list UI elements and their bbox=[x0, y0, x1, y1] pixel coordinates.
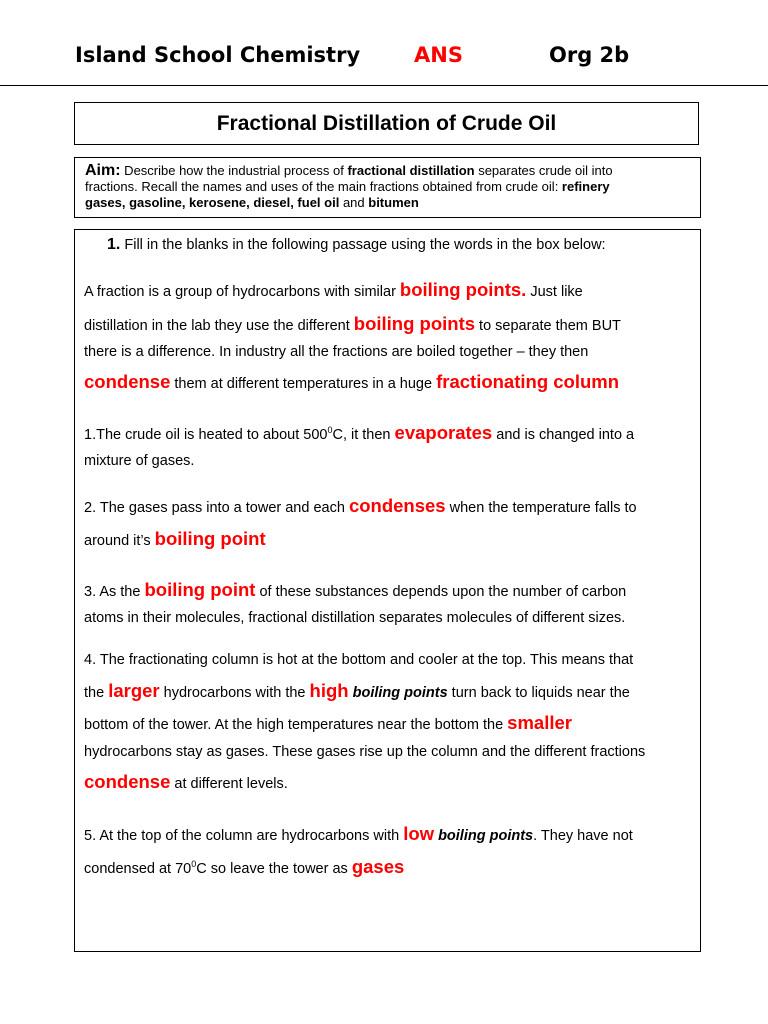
answer-word: boiling point bbox=[154, 528, 266, 549]
passage-line bbox=[84, 714, 572, 734]
passage-line bbox=[84, 497, 637, 517]
aim-text: Describe how the industrial process of bbox=[120, 163, 348, 178]
passage-text: to separate them BUT bbox=[475, 318, 621, 334]
answer-word: low bbox=[403, 823, 435, 844]
answer-word: condense bbox=[84, 371, 171, 392]
aim-box bbox=[74, 157, 701, 218]
answer-word: smaller bbox=[507, 712, 572, 733]
passage-text: there is a difference. In industry all the fractions are boiled together – they then bbox=[84, 344, 589, 360]
passage-text: and is changed into a bbox=[492, 427, 635, 443]
answer-word: boiling points. bbox=[399, 279, 527, 300]
school-title: Island School Chemistry bbox=[75, 43, 361, 67]
page-header bbox=[0, 0, 768, 86]
answer-word: condense bbox=[84, 771, 171, 792]
passage-line bbox=[84, 858, 404, 878]
passage-text: A fraction is a group of hydrocarbons with similar bbox=[84, 284, 400, 300]
passage-line bbox=[84, 452, 194, 470]
passage-line bbox=[84, 743, 645, 761]
passage-line bbox=[84, 773, 288, 793]
passage-text: at different levels. bbox=[170, 776, 288, 792]
passage-text: 4. The fractionating column is hot at the bottom and cooler at the top. This means that bbox=[84, 652, 634, 668]
passage-text: 3. As the bbox=[84, 584, 145, 600]
passage-text: Just like bbox=[526, 284, 583, 300]
passage-line bbox=[84, 343, 588, 361]
passage-text: hydrocarbons with the bbox=[159, 685, 310, 701]
passage-text: hydrocarbons stay as gases. These gases rise up the column and the different fractions bbox=[84, 744, 646, 760]
answer-word: larger bbox=[108, 680, 160, 701]
passage-text: around it’s bbox=[84, 533, 155, 549]
answer-word: fractionating column bbox=[436, 371, 620, 392]
answer-word: boiling points bbox=[353, 313, 476, 334]
passage-text: mixture of gases. bbox=[84, 453, 195, 469]
answer-word: evaporates bbox=[394, 422, 493, 443]
question-1-instruction bbox=[107, 236, 606, 254]
superscript: 0 bbox=[191, 859, 197, 869]
passage-line bbox=[84, 530, 266, 550]
aim-text: separates crude oil into bbox=[474, 163, 613, 178]
passage-line bbox=[84, 609, 625, 627]
aim-text: fractions. Recall the names and uses of the main fractions obtained from crude oil: bbox=[85, 179, 562, 194]
answer-word: high bbox=[309, 680, 349, 701]
answers-label: ANS bbox=[414, 43, 463, 67]
passage-text: condensed at 70 bbox=[84, 861, 192, 877]
passage-line bbox=[84, 651, 633, 669]
passage-text: 2. The gases pass into a tower and each bbox=[84, 500, 349, 516]
passage-text: 1.The crude oil is heated to about 500 bbox=[84, 427, 328, 443]
worksheet-title: Fractional Distillation of Crude Oil bbox=[74, 102, 699, 145]
passage-text: . They have not bbox=[533, 828, 633, 844]
aim-bold-term: bitumen bbox=[368, 195, 419, 210]
aim-label: Aim: bbox=[85, 162, 121, 179]
answer-word: condenses bbox=[348, 495, 446, 516]
instruction-text: Fill in the blanks in the following passage using the words in the box below: bbox=[120, 237, 606, 253]
answer-word: boiling point bbox=[144, 579, 256, 600]
passage-text: distillation in the lab they use the different bbox=[84, 318, 354, 334]
passage-text: atoms in their molecules, fractional distillation separates molecules of different sizes. bbox=[84, 610, 626, 626]
passage-text: C, it then bbox=[332, 427, 395, 443]
passage-line bbox=[84, 825, 633, 845]
passage-text: 5. At the top of the column are hydrocarbons with bbox=[84, 828, 404, 844]
passage-line bbox=[84, 682, 630, 702]
aim-text: and bbox=[339, 195, 369, 210]
italic-term: boiling points bbox=[352, 685, 448, 701]
question-number: 1. bbox=[107, 236, 121, 253]
passage-text: them at different temperatures in a huge bbox=[170, 376, 437, 392]
passage-text: bottom of the tower. At the high temperatures near the bottom the bbox=[84, 717, 508, 733]
answer-word: gases bbox=[351, 856, 405, 877]
aim-bold-term: gases, gasoline, kerosene, diesel, fuel oil bbox=[85, 195, 340, 210]
passage-text: the bbox=[84, 685, 109, 701]
passage-line bbox=[84, 424, 634, 444]
passage-text: C so leave the tower as bbox=[196, 861, 352, 877]
passage-line bbox=[84, 373, 619, 393]
passage-line bbox=[84, 581, 626, 601]
aim-bold-term: refinery bbox=[561, 179, 610, 194]
passage-text: of these substances depends upon the number of carbon bbox=[255, 584, 627, 600]
passage-line bbox=[84, 281, 583, 301]
passage-text: turn back to liquids near the bbox=[447, 685, 630, 701]
superscript: 0 bbox=[327, 425, 333, 435]
aim-bold-term: fractional distillation bbox=[347, 163, 475, 178]
passage-text: when the temperature falls to bbox=[445, 500, 637, 516]
passage-line bbox=[84, 315, 621, 335]
italic-term: boiling points bbox=[438, 828, 534, 844]
topic-code: Org 2b bbox=[549, 43, 630, 67]
